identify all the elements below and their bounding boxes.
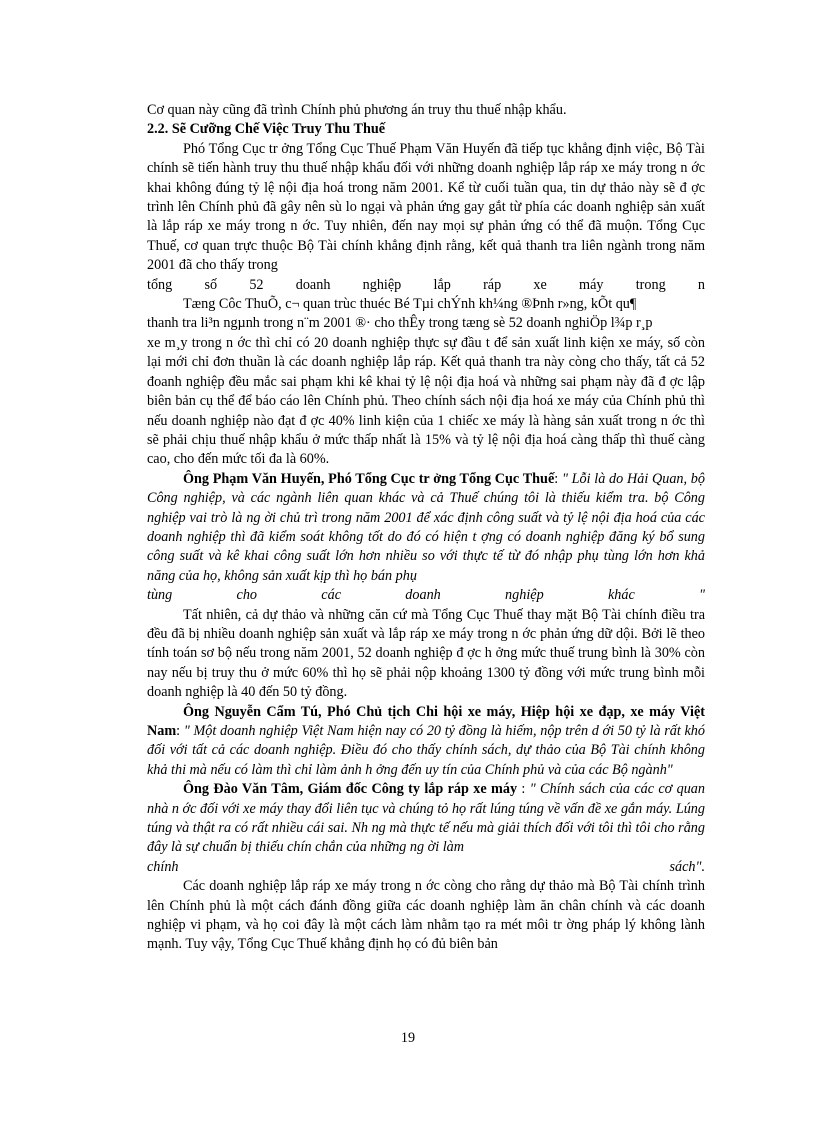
quote-text: " Một doanh nghiệp Việt Nam hiện nay có 20 tỷ đồng là hiếm, nộp trên d ới 50 tỷ là rất khó đối với tất cả các doanh nghiệp. Điều đó cho thấy chính sách, dự thảo của Bộ Tài chính không khả thi mà nếu có làm thì chỉ làm ảnh h ởng đến uy tín của Chính phủ và của các Bộ ngành" [147, 723, 705, 778]
speaker-name: Ông Phạm Văn Huyến, Phó Tổng Cục tr ởng Tổng Cục Thuế [183, 470, 555, 487]
garbled-line: thanh tra li³n ngµnh trong n¨m 2001 ®· cho thÊy trong tæng sè 52 doanh nghiÖp l¾p r¸p [147, 315, 653, 332]
section-heading: 2.2. Sẽ Cưỡng Chế Việc Truy Thu Thuế [147, 121, 386, 138]
paragraph: xe m¸y trong n ớc thì chỉ có 20 doanh nghiệp thực sự đầu t để sản xuất linh kiện xe máy, số còn lại mới chỉ đơn thuần là các doanh nghiệp lắp ráp. Kết quả thanh tra này còng cho thấy, tất cả 52 đoanh nghiệp đều mắc sai phạm khi kê khai tỷ lệ nội địa hoá và những sai phạm này đã đ ợc lập biên bản cụ thể để báo cáo lên Chính phủ. Theo chính sách nội địa hoá xe máy của Chính phủ thì nếu doanh nghiệp nào đạt đ ợc 40% linh kiện của 1 chiếc xe máy là hàng sản xuất trong n ớc thì sẽ phải chịu thuế nhập khẩu ở mức thấp nhất là 15% và tỷ lệ nội địa hoá càng thấp thì thuế càng cao, cho đến mức tối đa là 60%. [147, 334, 705, 468]
paragraph: Tất nhiên, cả dự thảo và những căn cứ mà Tổng Cục Thuế thay mặt Bộ Tài chính điều tra đều đã bị nhiều doanh nghiệp sản xuất và lắp ráp xe máy trong n ớc phản ứng dữ dội. Bởi lẽ theo tính toán sơ bộ nếu trong năm 2001, 52 doanh nghiệp đ ợc h ởng mức thuế trung bình là 30% còn nay nếu bị truy thu ở mức 60% thì họ sẽ phải nộp khoảng 1300 tỷ đồng với mức trung bình mỗi doanh nghiệp là 40 đến 50 tỷ đồng. [147, 606, 705, 701]
page-number: 19 [400, 1030, 416, 1046]
separator: : [554, 470, 562, 487]
separator: : [517, 781, 530, 798]
quote-last-line: tùng cho các doanh nghiệp khác " [147, 587, 705, 604]
paragraph-line: tổng số 52 doanh nghiệp lắp ráp xe máy trong n [147, 276, 705, 293]
quote-last-line: chính sách". [147, 858, 705, 875]
speaker-name: Ông Đào Văn Tâm, Giám đốc Công ty lắp ráp xe máy [183, 781, 518, 798]
text-column [147, 101, 705, 955]
paragraph: Các doanh nghiệp lắp ráp xe máy trong n ớc còng cho rằng dự thảo mà Bộ Tài chính trình lên Chính phủ là một cách đánh đồng giữa các doanh nghiệp làm ăn chân chính và các doanh nghiệp vi phạm, và họ coi đây là một cách làm nhằm tạo ra mét môi tr ờng pháp lý không lành mạnh. Tuy vậy, Tổng Cục Thuế khẳng định họ có đủ biên bản [147, 878, 705, 953]
quote-paragraph [147, 703, 705, 781]
separator: : [176, 723, 184, 739]
speaker-name: Ông Nguyễn Cẩm Tú, Phó Chủ tịch Chi hội xe máy, Hiệp hội xe đạp, xe máy Việt Nam [147, 703, 705, 739]
quote-text: " Lỗi là do Hải Quan, bộ Công nghiệp, và các ngành liên quan khác và cả Thuế chúng tôi là thiếu kiểm tra. bộ Công nghiệp vai trò là ng ời chủ trì trong năm 2001 để xác định công suất và tỷ lệ nội địa hoá của các doanh nghiệp thì đã kiểm soát không tốt do đó có hiện t ợng có doanh nghiệp đăng ký bổ sung công suất và kê khai công suất lớn hơn nhiều so với thực tế từ đó nhập phụ tùng lớn hơn khả năng của họ, không sản xuất kịp thì họ bán phụ [147, 470, 705, 584]
quote-paragraph [147, 780, 705, 858]
quote-text: " Chính sách của các cơ quan nhà n ớc đối với xe máy thay đổi liên tục và chúng tỏ họ rất lúng túng về vấn đề xe gắn máy. Lúng túng và thật ra có rất nhiều cái sai. Nh ng mà thực tế nếu mà giải thích đối với tôi thì tôi cho rằng đây là sự chuẩn bị thiếu chín chắn của những ng ời làm [147, 781, 705, 856]
paragraph: Phó Tổng Cục tr ởng Tổng Cục Thuế Phạm Văn Huyến đã tiếp tục khẳng định việc, Bộ Tài chính sẽ tiến hành truy thu thuế nhập khẩu đối với những doanh nghiệp lắp ráp xe máy trong n ớc khai không đúng tỷ lệ nội địa hoá trong năm 2001. Kể từ cuối tuần qua, tin dự thảo này sẽ đ ợc trình lên Chính phủ đã gây nên sù lo ngại và phản ứng gay gắt từ phía các doanh nghiệp sản xuất là lắp ráp xe máy trong n ớc. Tuy nhiên, đến nay mọi sự phản ứng có thể đã muộn. Tổng Cục Thuế, cơ quan trực thuộc Bộ Tài chính khẳng định rằng, kết quả thanh tra liên ngành trong năm 2001 đã cho thấy trong [147, 140, 705, 274]
garbled-line: Tæng Côc ThuÕ, c¬ quan trùc thuéc Bé Tµi chÝnh kh¼ng ®Þnh r»ng, kÕt qu¶ [183, 296, 637, 313]
paragraph: Cơ quan này cũng đã trình Chính phủ phương án truy thu thuế nhập khẩu. [147, 102, 567, 118]
quote-paragraph [147, 470, 705, 586]
